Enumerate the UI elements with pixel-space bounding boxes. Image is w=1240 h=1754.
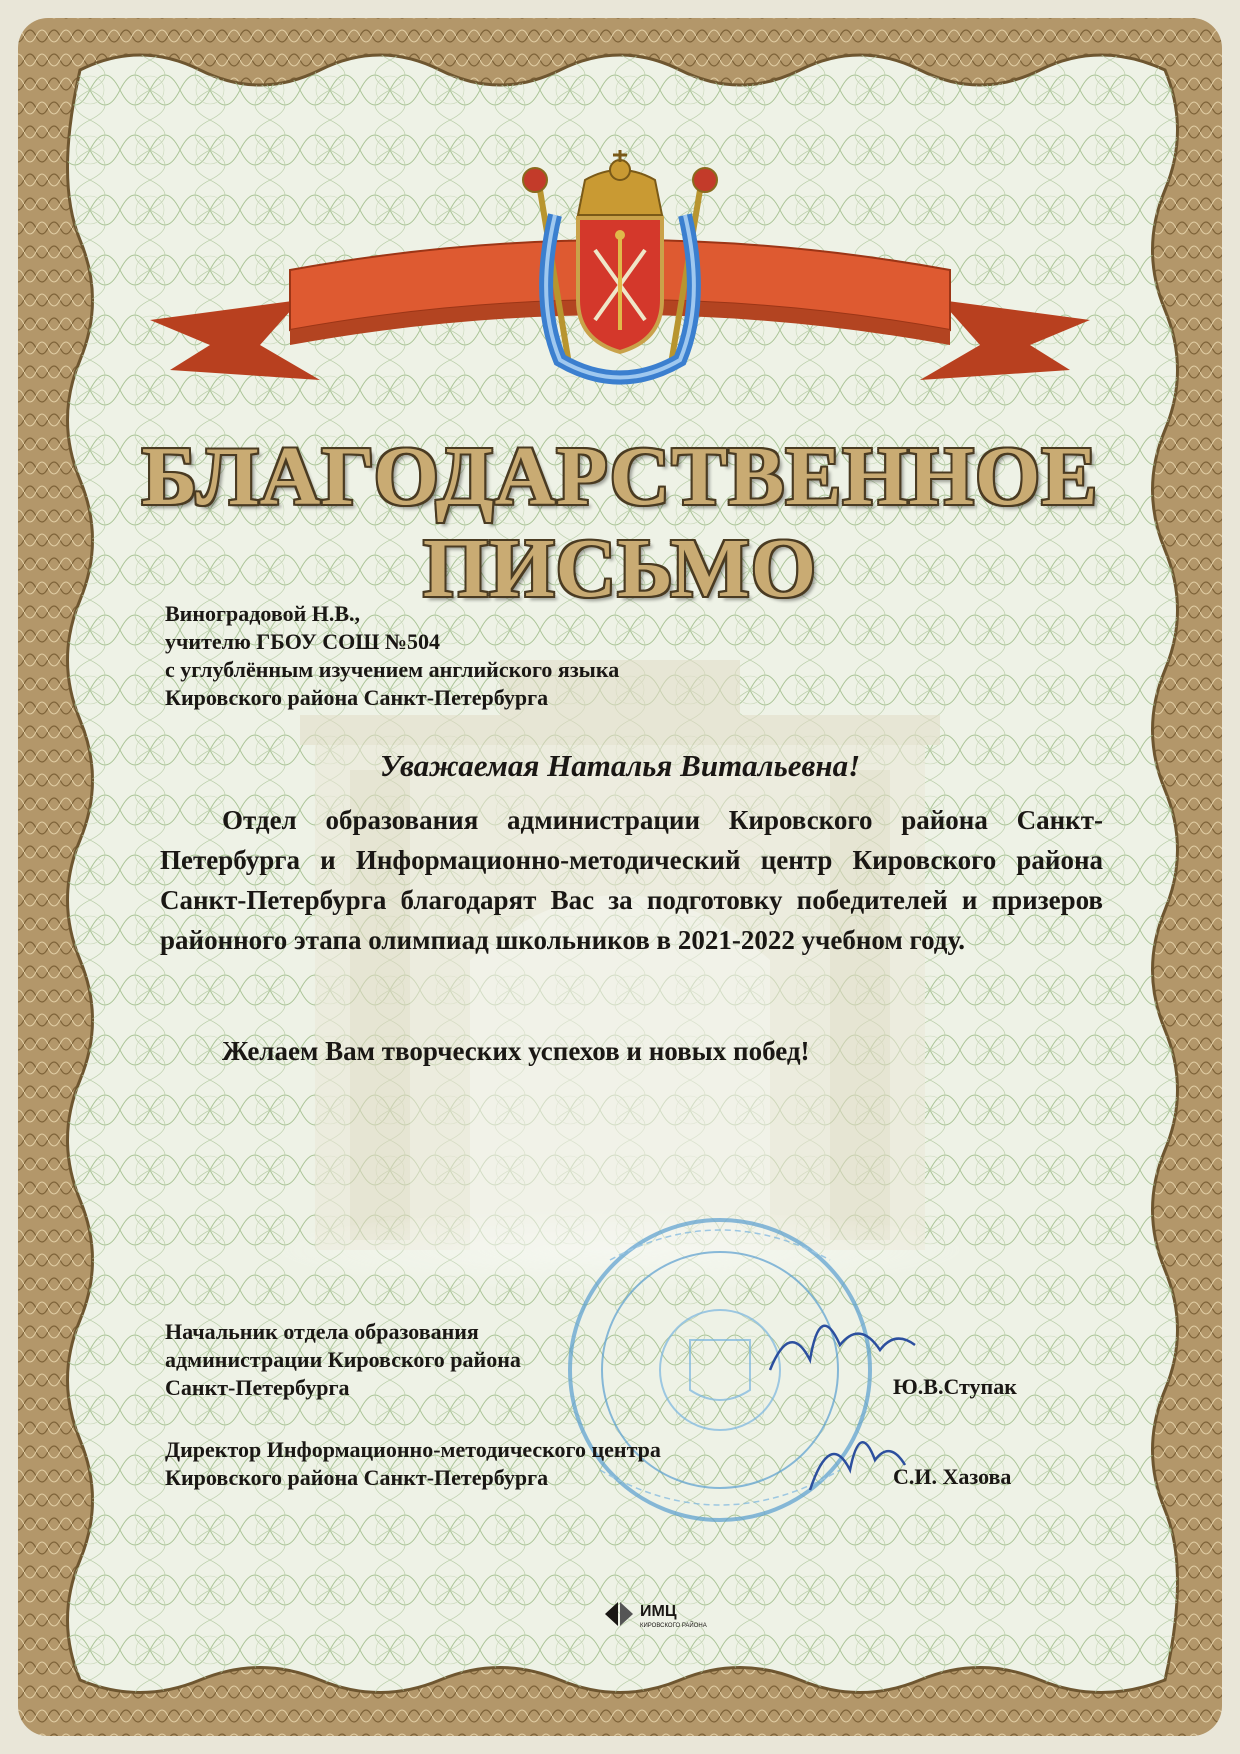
salutation: Уважаемая Наталья Витальевна! xyxy=(379,748,861,783)
body-paragraph: Отдел образования администрации Кировского района Санкт-Петербурга и Информационно-методический центр Кировского района Санкт-Петербурга благодарят Вас за подготовку победителей и призеров районного этапа олимпиад школьников в 2021-2022 учебном году. xyxy=(160,805,1103,955)
title-line-2: ПИСЬМО xyxy=(422,522,818,615)
logo-subtext: КИРОВСКОГО РАЙОНА xyxy=(640,1623,707,1629)
logo-text: ИМЦ xyxy=(640,1603,677,1620)
signature-name-2: С.И. Хазова xyxy=(893,1464,1012,1489)
addressee-line: с углублённым изучением английского языка xyxy=(165,657,620,682)
position-line: Директор Информационно-методического центра xyxy=(165,1437,661,1462)
wish-text: Желаем Вам творческих успехов и новых побед! xyxy=(222,1036,810,1066)
position-line: Санкт-Петербурга xyxy=(165,1375,350,1400)
position-line: администрации Кировского района xyxy=(165,1347,521,1372)
signature-name-1: Ю.В.Ступак xyxy=(893,1374,1017,1399)
imc-logo-icon xyxy=(600,1594,720,1634)
addressee-line: Виноградовой Н.В., xyxy=(165,601,361,626)
body-text xyxy=(160,800,1103,960)
addressee-line: Кировского района Санкт-Петербурга xyxy=(165,685,549,710)
signature-position-2 xyxy=(165,1436,661,1492)
addressee-block xyxy=(165,600,619,712)
position-line: Кировского района Санкт-Петербурга xyxy=(165,1465,549,1490)
position-line: Начальник отдела образования xyxy=(165,1319,479,1344)
title-line-1: БЛАГОДАРСТВЕННОЕ xyxy=(141,430,1099,523)
addressee-line: учителю ГБОУ СОШ №504 xyxy=(165,629,440,654)
signature-position-1 xyxy=(165,1318,521,1402)
